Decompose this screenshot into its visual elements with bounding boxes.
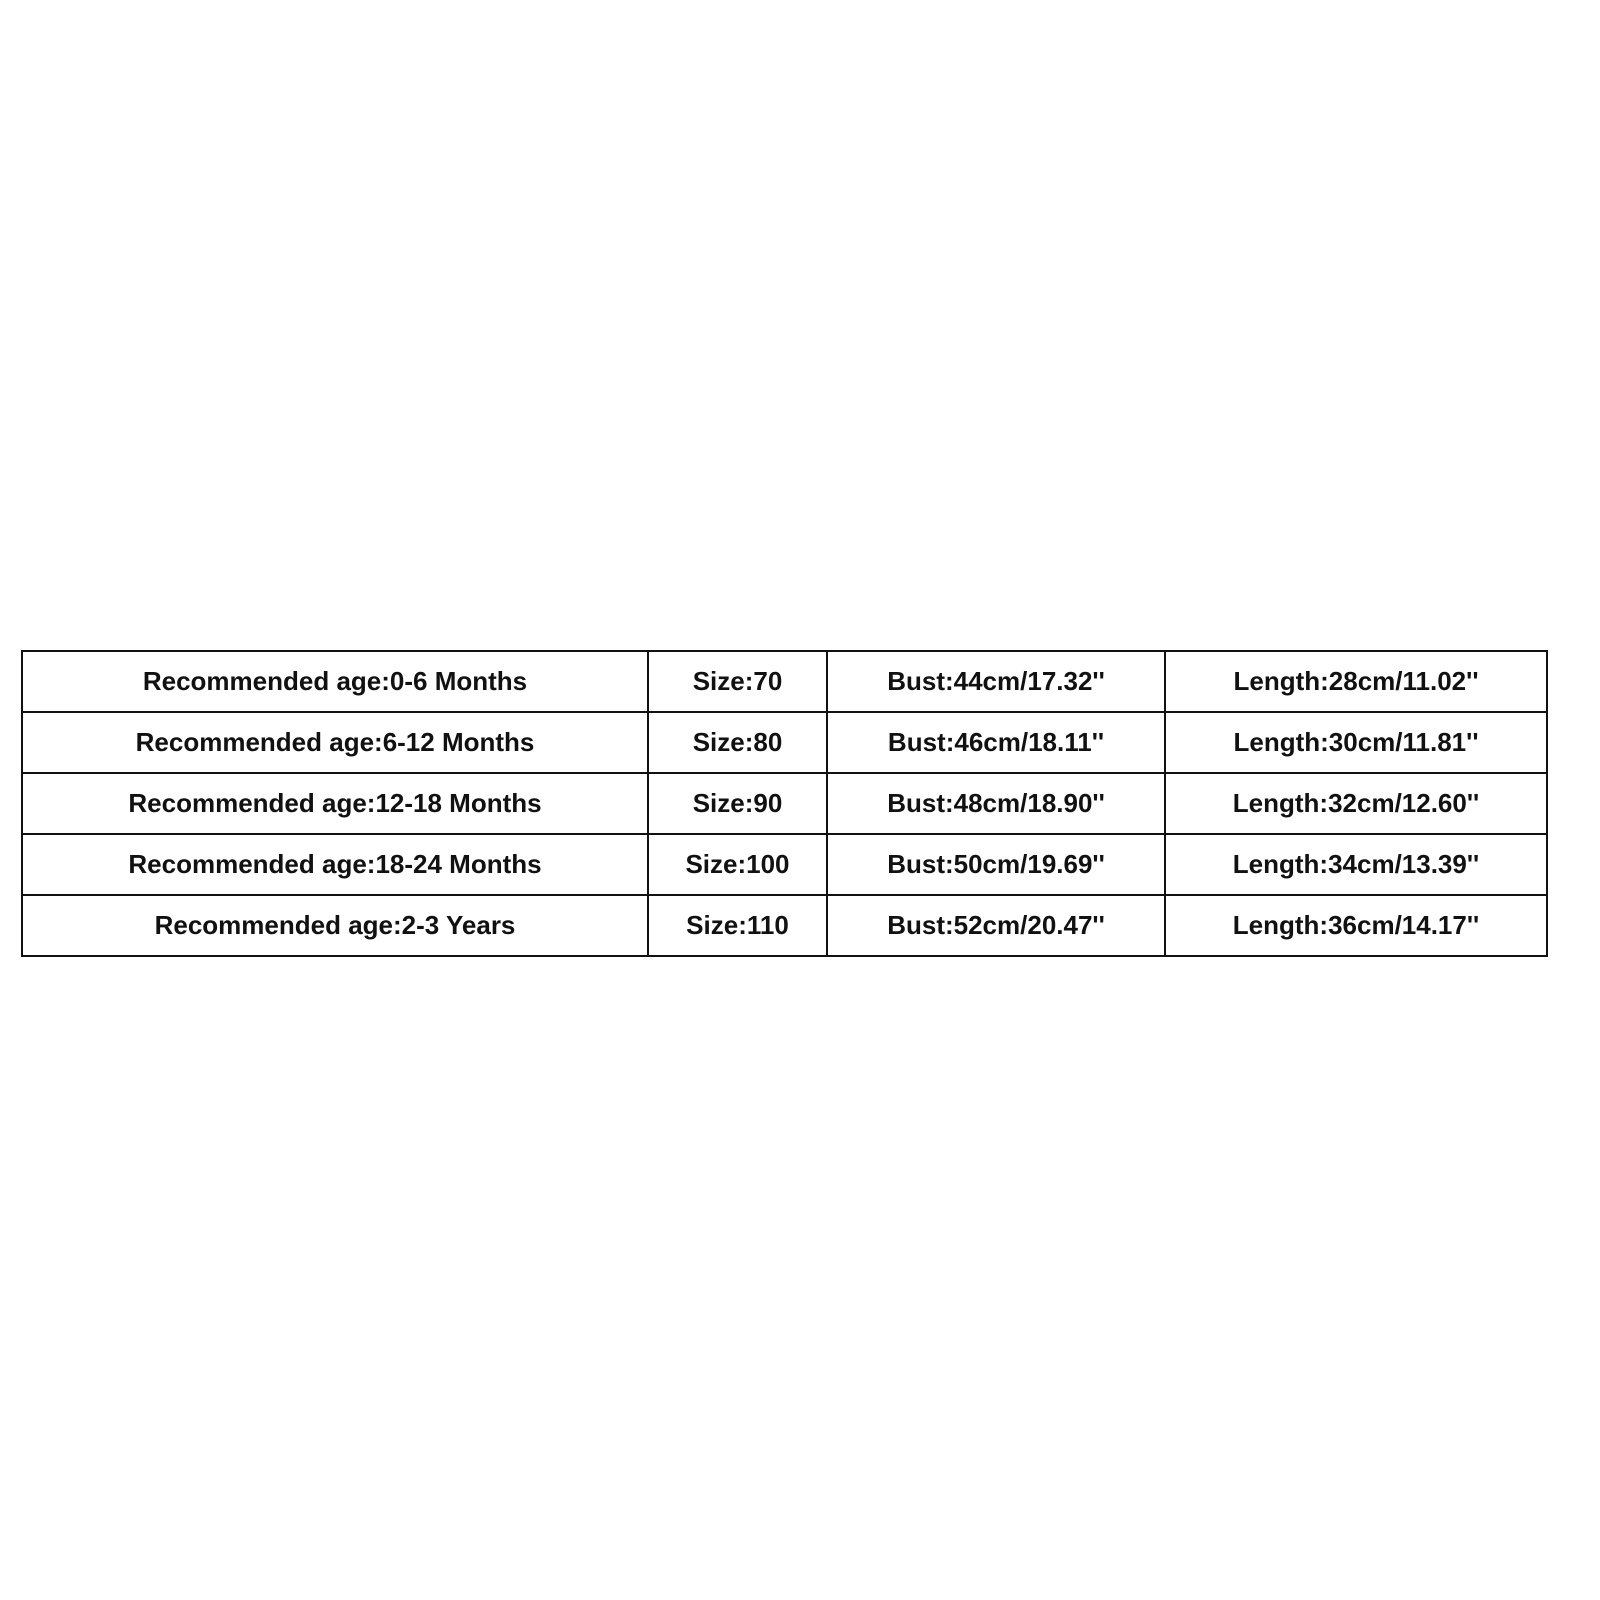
table-row	[22, 712, 1547, 773]
bust-cell: Bust:52cm/20.47''	[827, 895, 1165, 956]
size-chart-table	[21, 650, 1548, 957]
length-cell: Length:30cm/11.81''	[1165, 712, 1547, 773]
bust-cell: Bust:44cm/17.32''	[827, 651, 1165, 712]
age-cell: Recommended age:18-24 Months	[22, 834, 648, 895]
table-row	[22, 773, 1547, 834]
size-cell: Size:80	[648, 712, 827, 773]
size-cell: Size:90	[648, 773, 827, 834]
length-cell: Length:36cm/14.17''	[1165, 895, 1547, 956]
bust-cell: Bust:50cm/19.69''	[827, 834, 1165, 895]
size-cell: Size:110	[648, 895, 827, 956]
table-row	[22, 895, 1547, 956]
age-cell: Recommended age:6-12 Months	[22, 712, 648, 773]
length-cell: Length:34cm/13.39''	[1165, 834, 1547, 895]
age-cell: Recommended age:2-3 Years	[22, 895, 648, 956]
bust-cell: Bust:46cm/18.11''	[827, 712, 1165, 773]
size-cell: Size:100	[648, 834, 827, 895]
table-row	[22, 651, 1547, 712]
length-cell: Length:32cm/12.60''	[1165, 773, 1547, 834]
bust-cell: Bust:48cm/18.90''	[827, 773, 1165, 834]
table-row	[22, 834, 1547, 895]
length-cell: Length:28cm/11.02''	[1165, 651, 1547, 712]
age-cell: Recommended age:12-18 Months	[22, 773, 648, 834]
age-cell: Recommended age:0-6 Months	[22, 651, 648, 712]
size-cell: Size:70	[648, 651, 827, 712]
